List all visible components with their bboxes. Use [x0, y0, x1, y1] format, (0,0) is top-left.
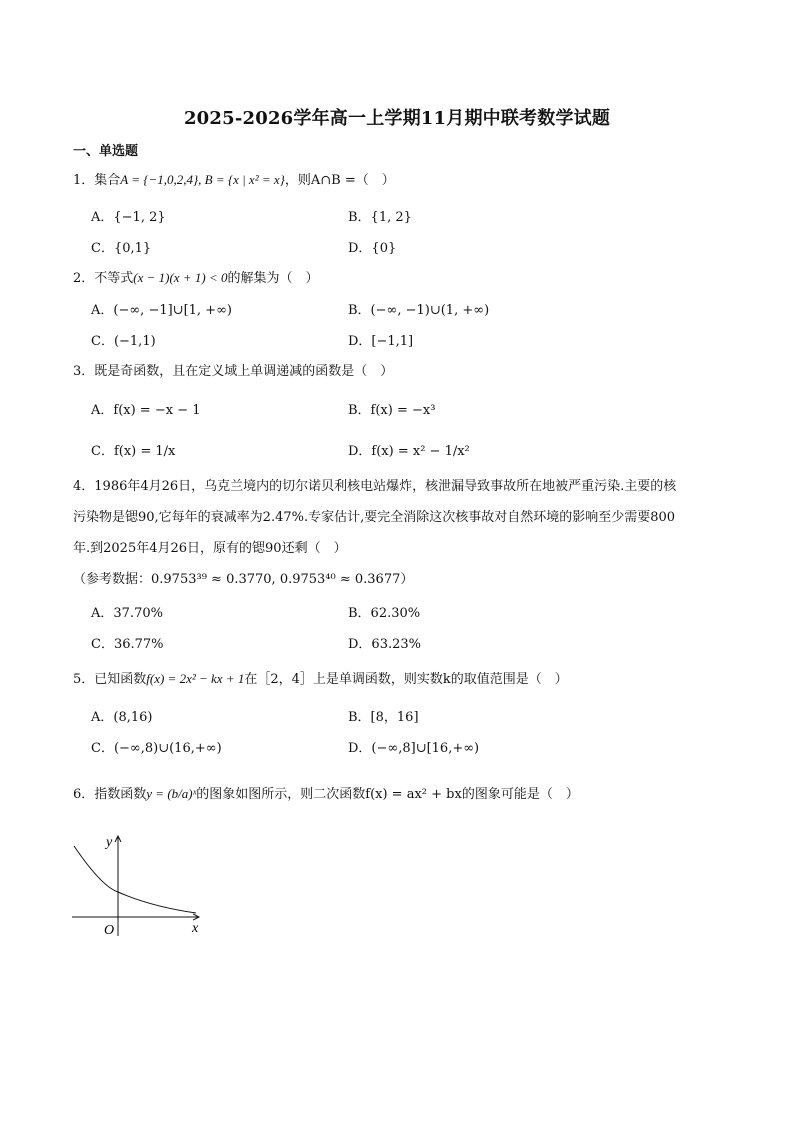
question-1-stem: [73, 170, 395, 191]
question-6-stem: [73, 784, 579, 805]
question-3-option-a: A．f(x) = −x − 1: [91, 403, 201, 418]
page-title: 2025-2026学年高一上学期11月期中联考数学试题: [183, 108, 611, 129]
question-4-option-b: B．62.30%: [348, 606, 421, 621]
origin-label: O: [104, 923, 115, 938]
question-4-option-a: A．37.70%: [91, 606, 163, 621]
question-2-option-d: D．[−1,1]: [348, 334, 414, 349]
question-2-option-a: A．(−∞, −1]∪[1, +∞): [91, 303, 232, 318]
question-5-option-b: B．[8，16]: [348, 710, 419, 725]
decay-curve: [74, 846, 196, 913]
question-5-option-c: C．(−∞,8)∪(16,+∞): [91, 741, 222, 756]
question-2-suffix: 的解集为（ ）: [227, 271, 319, 286]
question-2-math: (x − 1)(x + 1) < 0: [133, 270, 228, 285]
question-1-option-d: D．{0}: [348, 241, 397, 256]
question-3-option-d: D．f(x) = x² − 1/x²: [348, 444, 470, 459]
y-axis-label: y: [106, 835, 113, 850]
question-5-stem: [73, 669, 568, 690]
question-2-stem: [73, 268, 318, 289]
question-2-option-b: B．(−∞, −1)∪(1, +∞): [348, 303, 490, 318]
question-1-option-c: C．{0,1}: [91, 241, 152, 256]
question-6-prefix: 6．指数函数: [73, 787, 147, 802]
question-4-reference: （参考数据：0.9753³⁹ ≈ 0.3770, 0.9753⁴⁰ ≈ 0.3677）: [73, 572, 414, 587]
x-axis-label: x: [192, 921, 199, 936]
question-4-option-d: D．63.23%: [348, 637, 421, 652]
question-2-option-c: C．(−1,1): [91, 334, 156, 349]
question-1-math: A = {−1,0,2,4}, B = {x | x² = x}: [120, 172, 285, 187]
question-5-suffix: 在［2，4］上是单调函数，则实数k的取值范围是（ ）: [244, 672, 568, 687]
section-heading: 一、单选题: [73, 144, 139, 159]
question-3-option-c: C．f(x) = 1/x: [91, 444, 176, 459]
question-5-math: f(x) = 2x² − kx + 1: [146, 671, 245, 686]
question-3-stem: 3．既是奇函数，且在定义域上单调递减的函数是（ ）: [73, 364, 394, 379]
question-3-option-b: B．f(x) = −x³: [348, 403, 436, 418]
question-5-option-d: D．(−∞,8]∪[16,+∞): [348, 741, 480, 756]
question-1-prefix: 1．集合: [73, 173, 121, 188]
question-2-prefix: 2．不等式: [73, 271, 134, 286]
exponential-graph: [66, 826, 216, 941]
question-6-math: y = (b/a)ˣ: [146, 786, 197, 801]
question-4-option-c: C．36.77%: [91, 637, 164, 652]
question-1-option-a: A．{−1, 2}: [91, 210, 166, 225]
question-1-option-b: B．{1, 2}: [348, 210, 412, 225]
question-5-prefix: 5．已知函数: [73, 672, 147, 687]
question-4-line-2: 污染物是锶90,它每年的衰减率为2.47%.专家估计,要完全消除这次核事故对自然环境的影响至少需要800: [73, 510, 676, 525]
question-6-suffix: 的图象如图所示，则二次函数f(x) = ax² + bx的图象可能是（ ）: [196, 787, 579, 802]
question-4-line-1: 4．1986年4月26日，乌克兰境内的切尔诺贝利核电站爆炸，核泄漏导致事故所在地被严重污染.主要的核: [73, 479, 677, 494]
question-5-option-a: A．(8,16): [91, 710, 153, 725]
question-1-suffix: ，则A∩B =（ ）: [284, 173, 395, 188]
question-4-line-3: 年.到2025年4月26日，原有的锶90还剩（ ）: [73, 541, 347, 556]
